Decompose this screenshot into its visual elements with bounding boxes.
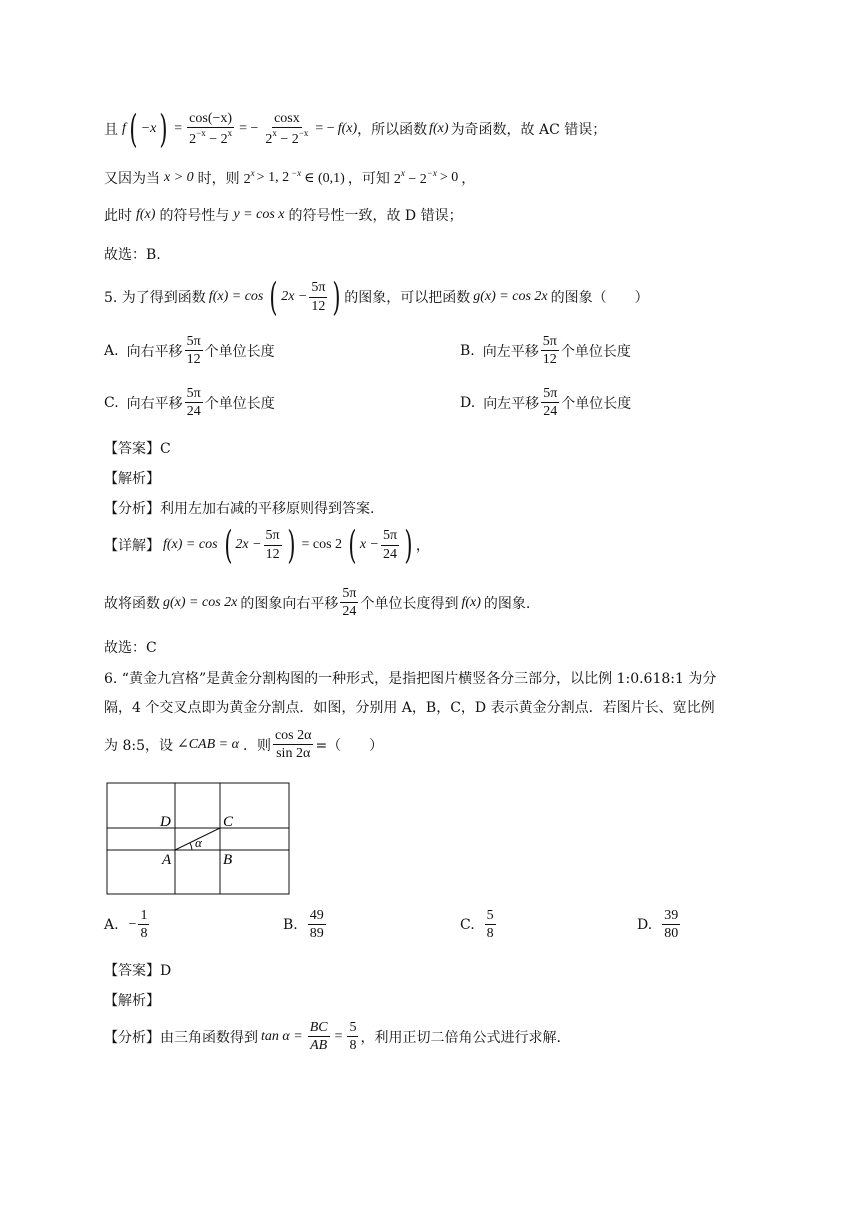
paren-left: (	[129, 107, 138, 151]
option-b[interactable]	[283, 908, 328, 942]
option-label: B.	[283, 916, 298, 933]
math-fx2: f(x)	[429, 121, 449, 136]
analysis-5: 【分析】利用左加右减的平移原则得到答案.	[104, 501, 375, 517]
option-d[interactable]	[460, 386, 631, 420]
math-f: f	[122, 121, 126, 136]
option-text: 个单位长度	[204, 395, 275, 412]
text: ，	[461, 171, 476, 187]
question-6-line2: 隔，4 个交叉点即为黄金分割点．如图，分别用 A，B，C，D 表示黄金分割点．若图片长、宽比例	[104, 700, 715, 716]
option-label: B.	[460, 342, 475, 359]
line-sign	[104, 205, 463, 225]
fraction: $\frac{5\pi}{12}$	[265, 528, 280, 562]
frac-num: cos(−x)	[187, 111, 234, 128]
option-text: 向右平移	[126, 343, 183, 360]
paren-left: (	[223, 523, 233, 567]
math-interval: ∈ (0,1)	[304, 170, 345, 186]
select-b: 故选：B.	[104, 247, 161, 263]
label-b: B	[223, 852, 233, 868]
paren-left: (	[348, 523, 357, 567]
option-label: A.	[104, 342, 119, 359]
math-tan: tan α =	[261, 1028, 303, 1044]
math-gx: g(x) = cos 2x	[163, 594, 238, 610]
math-cond: x > 0	[164, 170, 194, 185]
fraction: $\frac{5\pi}{24}$	[383, 528, 398, 562]
frac-num: 5π	[309, 280, 327, 297]
text: 的符号性一致，故 D 错误；	[288, 208, 463, 224]
option-b[interactable]	[460, 334, 631, 368]
text-lead: 且	[104, 122, 118, 138]
text: 的图象（ ）	[550, 290, 649, 306]
paren-right: )	[159, 107, 168, 151]
text: 时，则	[197, 171, 240, 187]
option-fraction: $\frac{5\pi}{12}$	[542, 334, 557, 368]
text: 【详解】	[104, 538, 160, 554]
option-fraction: $\frac{49}{89}$	[309, 908, 324, 942]
text: 又因为当	[104, 171, 160, 187]
math-sup: −x	[291, 168, 302, 178]
fraction-cos-negx	[187, 111, 234, 148]
line-x-positive	[104, 168, 475, 188]
text: ，可知	[347, 171, 390, 187]
text: ，所以函数	[357, 122, 428, 138]
question-6-line1: 6. “黄金九宫格”是黄金分割构图的一种形式，是指把图片横竖各分三部分，以比例 1:0.618:1 为分	[104, 671, 717, 687]
option-text: 个单位长度	[560, 343, 631, 360]
text: 的符号性与	[159, 208, 230, 224]
option-fraction: $\frac{5\pi}{12}$	[186, 334, 201, 368]
math-2x: 2$^x$	[243, 168, 255, 187]
option-text: 个单位长度	[561, 395, 632, 412]
option-text: 个单位长度	[204, 343, 275, 360]
math-fx: f(x)	[337, 121, 358, 136]
text: ．则	[242, 737, 271, 754]
question-6-line3	[104, 728, 383, 762]
paren-right: )	[404, 523, 413, 567]
question-5-stem	[104, 275, 649, 319]
text: 的图象，可以把函数	[344, 290, 471, 306]
angle-arc	[190, 843, 192, 850]
fraction-bc-ab: $\frac{BC}{AB}$	[309, 1020, 328, 1054]
math-gx: g(x) = cos 2x	[473, 289, 548, 304]
math-fx: f(x)	[136, 207, 156, 222]
detail-5-line1	[104, 523, 430, 567]
math-cos2: = cos 2	[301, 537, 343, 552]
math-fx: f(x) = cos	[163, 537, 218, 552]
answer-5: 【答案】C	[104, 441, 171, 457]
math-diff: $2^x - 2^{-x}$	[393, 168, 437, 187]
paren-right: )	[286, 523, 296, 567]
option-label: D.	[637, 916, 653, 933]
fraction: $\frac{5\pi}{24}$	[342, 586, 357, 620]
frac-den: 12	[311, 298, 326, 314]
paren-right: )	[332, 275, 341, 319]
analysis-heading-5: 【解析】	[104, 471, 160, 487]
line-odd-function	[104, 107, 607, 151]
text: =（ ）	[315, 737, 384, 754]
text: ，	[415, 538, 430, 554]
option-fraction: $\frac{5\pi}{24}$	[543, 386, 558, 420]
math-ineq: > 1, 2	[256, 170, 290, 185]
analysis-6	[104, 1020, 561, 1054]
option-fraction: $\frac{5\pi}{24}$	[186, 386, 201, 420]
math-y: y = cos x	[233, 207, 285, 222]
math-inner: 2x −	[281, 289, 308, 304]
option-fraction: $\frac{5}{8}$	[486, 908, 494, 942]
text: 为 8:5，设	[104, 737, 173, 754]
math-inner: x −	[359, 537, 380, 552]
math-eq-neg2: = −	[315, 121, 335, 136]
label-alpha: α	[195, 835, 202, 850]
option-label: C.	[460, 916, 475, 933]
fraction-cos-sin: $\frac{\cos 2\alpha}{\sin 2\alpha}$	[274, 728, 312, 762]
select-c: 故选：C	[104, 640, 157, 656]
label-d: D	[160, 814, 171, 830]
answer-6: 【答案】D	[104, 963, 172, 979]
text: 的图象.	[483, 595, 531, 612]
option-label: D.	[460, 394, 476, 411]
math-eq: =	[334, 1028, 343, 1044]
option-fraction: $\frac{39}{80}$	[664, 908, 679, 942]
option-c[interactable]	[104, 386, 275, 420]
option-label: C.	[104, 394, 119, 411]
option-a[interactable]	[104, 908, 151, 942]
text: 5. 为了得到函数	[104, 290, 206, 306]
frac-den: $2^{-x} - 2^x$	[189, 128, 233, 147]
paren-left: (	[269, 275, 278, 319]
option-a[interactable]	[104, 334, 275, 368]
option-c[interactable]	[460, 908, 498, 942]
option-text: 向右平移	[126, 395, 183, 412]
detail-5-line2	[104, 586, 530, 620]
fraction-cosx	[263, 111, 310, 148]
text: 的图象向右平移	[240, 595, 339, 612]
text: 故将函数	[104, 595, 160, 612]
fraction-5-8: $\frac{5}{8}$	[349, 1020, 357, 1054]
text2: 为奇函数，故 AC 错误；	[450, 122, 607, 138]
option-label: A.	[104, 916, 119, 933]
frac-num: cosx	[272, 111, 302, 128]
text: 【分析】由三角函数得到	[104, 1029, 258, 1046]
label-a: A	[162, 852, 172, 868]
math-angle: ∠CAB = α	[176, 737, 239, 753]
text: 此时	[104, 208, 132, 224]
text: ，利用正切二倍角公式进行求解.	[360, 1029, 561, 1046]
math-negx: −x	[140, 121, 157, 136]
math-fx: f(x) = cos	[208, 289, 264, 304]
frac-den: $2^x - 2^{-x}$	[265, 128, 309, 147]
option-sign: −	[128, 916, 137, 932]
option-text: 向左平移	[482, 343, 539, 360]
math-gt0: > 0	[439, 170, 459, 185]
option-d[interactable]	[637, 908, 682, 942]
analysis-heading-6: 【解析】	[104, 993, 160, 1009]
math-eq: =	[174, 121, 183, 136]
math-fx: f(x)	[461, 594, 481, 610]
label-c: C	[223, 814, 234, 830]
fraction-5pi-12	[309, 280, 327, 314]
math-inner: 2x −	[235, 537, 262, 552]
option-text: 向左平移	[483, 395, 540, 412]
math-eq-neg: = −	[239, 121, 259, 136]
option-fraction: $\frac{1}{8}$	[140, 908, 148, 942]
golden-grid-figure	[106, 782, 290, 895]
text: 个单位长度得到	[360, 595, 459, 612]
